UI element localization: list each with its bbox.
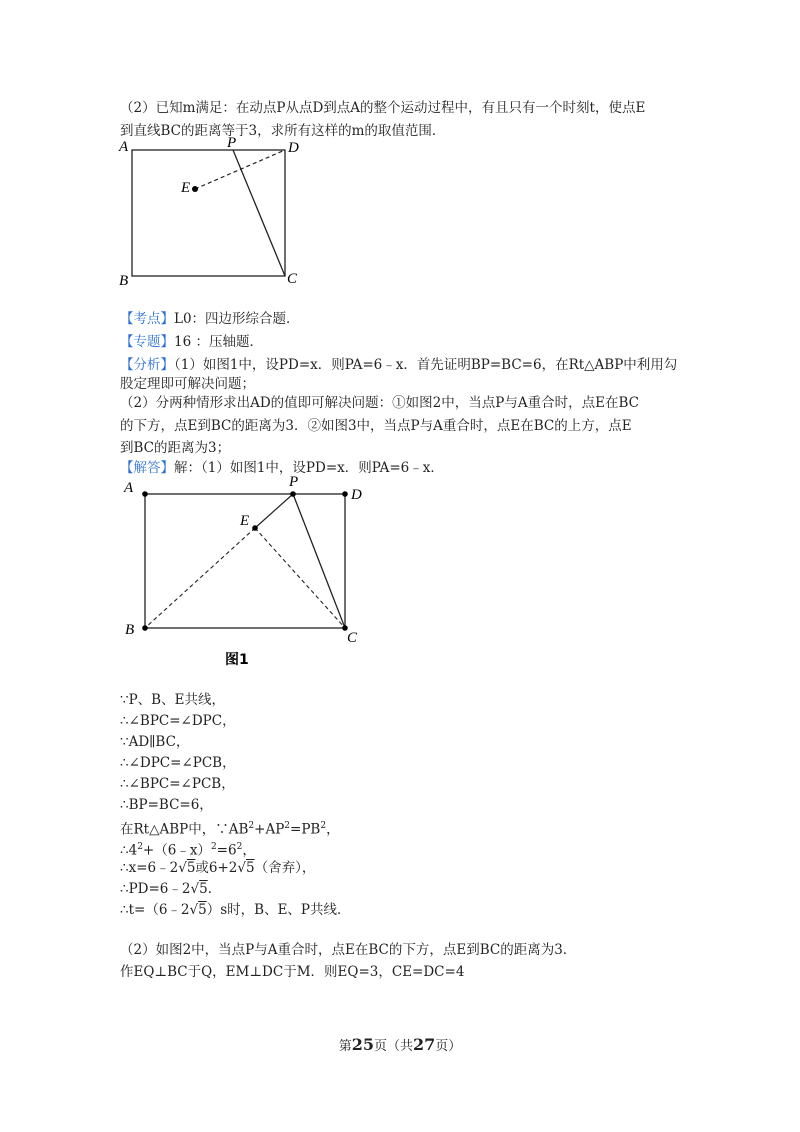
fenxi-line-4: 的下方，点E到BC的距离为3．②如图3中，当点P与A重合时，点E在BC的上方，点E bbox=[120, 418, 632, 434]
jieda-text: 解：（1）如图1中，设PD=x．则PA=6﹣x． bbox=[174, 460, 444, 476]
step-3: ∵AD∥BC， bbox=[120, 734, 190, 750]
figure-1 bbox=[115, 476, 375, 676]
step-8: $\therefore 4^2+(6﹣x)^2=6^2$， bbox=[120, 842, 256, 859]
label-p: P bbox=[227, 135, 237, 151]
point-e-fig1 bbox=[252, 525, 258, 531]
point-b-fig1 bbox=[142, 625, 148, 631]
page-footer: 第25页（共27页） bbox=[338, 1035, 462, 1054]
zhuanti-line bbox=[120, 332, 263, 352]
figure-top bbox=[115, 135, 315, 290]
segment-pc-fig1 bbox=[293, 494, 345, 628]
point-e bbox=[192, 186, 198, 192]
fenxi-line-1 bbox=[120, 355, 677, 375]
segment-pb bbox=[255, 494, 293, 528]
label-p-fig1: P bbox=[289, 476, 299, 490]
segment-ed-dashed bbox=[195, 150, 285, 189]
label-d: D bbox=[288, 140, 299, 156]
label-a-fig1: A bbox=[124, 480, 134, 496]
current-page: 25 bbox=[351, 1035, 374, 1054]
jieda-tag: 【解答】 bbox=[120, 460, 174, 476]
fenxi-line-3: （2）分两种情形求出AD的值即可解决问题：①如图2中，当点P与A重合时，点E在BC bbox=[120, 395, 639, 411]
kaodian-line bbox=[120, 309, 300, 329]
part2-line-1: （2）如图2中，当点P与A重合时，点E在BC的下方，点E到BC的距离为3． bbox=[120, 942, 577, 958]
label-b: B bbox=[119, 273, 129, 289]
label-d-fig1: D bbox=[351, 487, 362, 503]
kaodian-text: L0：四边形综合题． bbox=[174, 311, 300, 327]
fenxi-line-2: 股定理即可解决问题； bbox=[120, 376, 255, 392]
part2-line-2: 作EQ⊥BC于Q，EM⊥DC于M．则EQ=3，CE=DC=4 bbox=[120, 964, 465, 980]
figure-1-caption: 图1 bbox=[225, 652, 249, 668]
fenxi-line-5: 到BC的距离为3； bbox=[120, 440, 231, 456]
point-d-fig1 bbox=[342, 491, 348, 497]
label-c: C bbox=[287, 271, 298, 287]
total-pages: 27 bbox=[413, 1035, 436, 1054]
step-7: 在Rt△ABP中，$\because AB^2+AP^2=PB^2$， bbox=[120, 821, 340, 838]
step-1: ∵P、B、E共线， bbox=[120, 692, 225, 708]
label-c-fig1: C bbox=[347, 630, 358, 646]
segment-ec-dashed bbox=[255, 528, 345, 628]
zhuanti-tag: 【专题】 bbox=[120, 334, 174, 350]
rectangle-abcd bbox=[132, 150, 285, 276]
zhuanti-text: 16 ：压轴题． bbox=[174, 334, 263, 350]
problem-line-2: 到直线BC的距离等于3，求所有这样的m的取值范围． bbox=[120, 123, 446, 139]
step-2: ∴∠BPC=∠DPC， bbox=[120, 713, 236, 729]
step-9: ∴x=6﹣2√5或6+2√5（舍弃）， bbox=[120, 860, 316, 876]
kaodian-tag: 【考点】 bbox=[120, 311, 174, 327]
point-a-fig1 bbox=[142, 491, 148, 497]
jieda-line bbox=[120, 458, 444, 478]
step-6: ∴BP=BC=6， bbox=[120, 797, 213, 813]
step-11: ∴t=（6﹣2√5）s时，B、E、P共线． bbox=[120, 902, 351, 918]
fenxi-text-1: （1）如图1中，设PD=x．则PA=6﹣x．首先证明BP=BC=6，在Rt△ABP中利用勾 bbox=[174, 357, 678, 373]
fenxi-tag: 【分析】 bbox=[120, 357, 174, 373]
step-5: ∴∠BPC=∠PCB， bbox=[120, 776, 235, 792]
step-4: ∴∠DPC=∠PCB， bbox=[120, 755, 236, 771]
step-10: ∴PD=6﹣2√5． bbox=[120, 881, 222, 897]
problem-line-1: （2）已知m满足：在动点P从点D到点A的整个运动过程中，有且只有一个时刻t，使点E bbox=[120, 100, 646, 116]
label-b-fig1: B bbox=[125, 622, 135, 638]
label-a: A bbox=[119, 139, 129, 155]
point-p-fig1 bbox=[290, 491, 296, 497]
label-e-fig1: E bbox=[240, 513, 250, 529]
segment-eb-dashed bbox=[145, 528, 255, 628]
label-e: E bbox=[181, 180, 191, 196]
